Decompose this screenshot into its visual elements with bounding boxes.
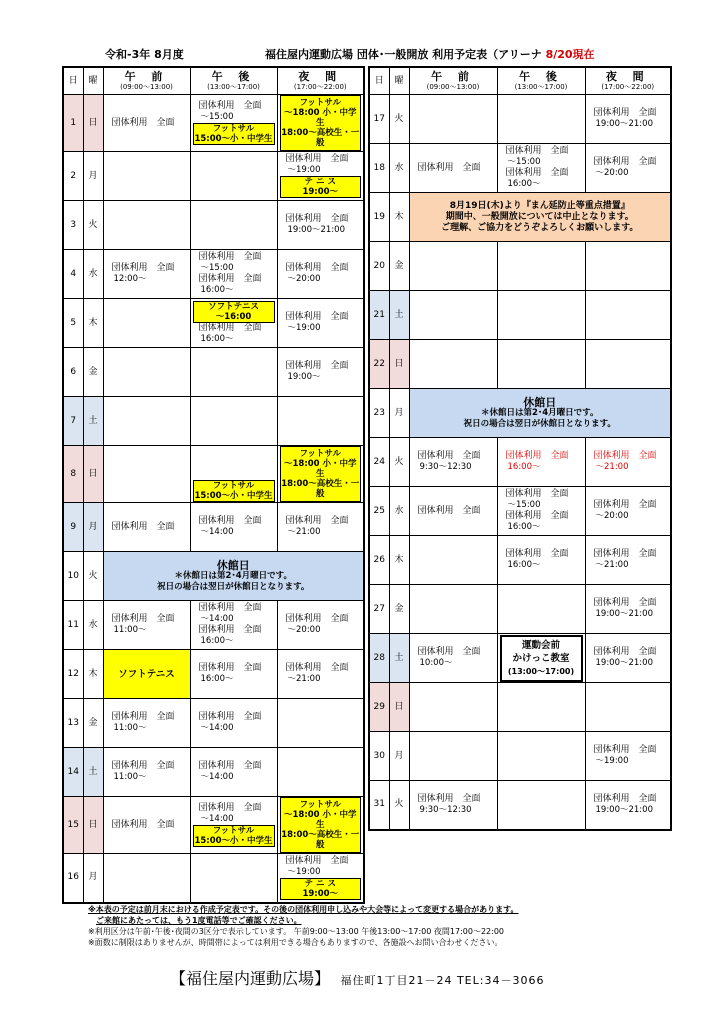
weekday: 日 xyxy=(83,797,103,854)
notice-line-3: ご理解、ご協力をどうぞよろしくお願いします。 xyxy=(441,222,639,233)
day-number: 3 xyxy=(63,201,83,250)
notice-line-2: 期間中、一般開放については中止となります。 xyxy=(445,211,634,222)
table-row xyxy=(369,634,671,683)
day-number: 19 xyxy=(369,193,389,242)
table-row xyxy=(63,601,364,650)
am-cell: 団体利用 全面 10:00～ xyxy=(409,634,497,683)
weekday: 金 xyxy=(389,585,409,634)
night-cell: 団体利用 全面 19:00～ xyxy=(277,348,364,397)
am-cell xyxy=(409,683,497,732)
event-box: 運動会前 かけっこ教室 (13:00～17:00) xyxy=(500,635,583,682)
pm-cell xyxy=(497,683,585,732)
day-number: 8 xyxy=(63,446,83,503)
table-row xyxy=(63,152,364,201)
schedule-table-left xyxy=(62,66,365,904)
pm-cell xyxy=(497,634,585,683)
closed-day-cell: 休館日 ＊休館日は第2･4月曜日です。 祝日の場合は翌日が休館日となります。 xyxy=(103,552,364,601)
futsal-box: フットサル ～18:00 小・中学生 18:00～高校生・一般 xyxy=(280,95,362,151)
table-row xyxy=(63,748,364,797)
weekday: 水 xyxy=(389,487,409,536)
pm-cell xyxy=(497,340,585,389)
weekday: 火 xyxy=(389,781,409,830)
weekday: 水 xyxy=(83,601,103,650)
am-cell: 団体利用 全面 xyxy=(103,503,190,552)
day-number: 5 xyxy=(63,299,83,348)
day-number: 24 xyxy=(369,438,389,487)
am-cell: 団体利用 全面 9:30～12:30 xyxy=(409,438,497,487)
am-cell xyxy=(103,152,190,201)
weekday: 土 xyxy=(389,291,409,340)
col-night: 夜 間 (17:00～22:00) xyxy=(277,67,364,95)
day-number: 30 xyxy=(369,732,389,781)
weekday: 金 xyxy=(83,348,103,397)
pm-cell xyxy=(497,242,585,291)
day-number: 12 xyxy=(63,650,83,699)
am-cell: 団体利用 全面 xyxy=(103,95,190,152)
header-period xyxy=(105,46,184,62)
day-number: 18 xyxy=(369,144,389,193)
schedule-table-right xyxy=(368,66,672,831)
col-night: 夜 間 (17:00～22:00) xyxy=(585,67,671,95)
night-cell: 団体利用 全面 ～19:00 テ ニ ス 19:00～ xyxy=(277,152,364,201)
am-cell xyxy=(409,536,497,585)
weekday: 木 xyxy=(389,536,409,585)
table-row xyxy=(63,854,364,903)
am-cell xyxy=(103,854,190,903)
pm-cell xyxy=(190,446,277,503)
table-row xyxy=(369,683,671,732)
pm-cell xyxy=(497,781,585,830)
night-cell: 団体利用 全面 ～21:00 xyxy=(277,650,364,699)
day-number: 9 xyxy=(63,503,83,552)
day-number: 7 xyxy=(63,397,83,446)
night-cell xyxy=(585,683,671,732)
weekday: 日 xyxy=(389,340,409,389)
table-row xyxy=(63,250,364,299)
weekday: 木 xyxy=(83,299,103,348)
futsal-box: フットサル ～18:00 小・中学生 18:00～高校生・一般 xyxy=(280,797,362,853)
table-header-row xyxy=(63,67,364,95)
table-row xyxy=(63,299,364,348)
weekday: 土 xyxy=(83,397,103,446)
col-pm: 午 後 (13:00～17:00) xyxy=(190,67,277,95)
pm-cell xyxy=(190,201,277,250)
weekday: 木 xyxy=(83,650,103,699)
night-cell xyxy=(277,699,364,748)
table-row xyxy=(63,699,364,748)
col-weekday: 曜 xyxy=(83,67,103,95)
day-number: 2 xyxy=(63,152,83,201)
weekday: 月 xyxy=(389,732,409,781)
footnote-1: ※本表の予定は前月末における作成予定表です。その後の団体利用申し込みや大会等によって変更する場合があります。 xyxy=(88,905,519,914)
weekday: 金 xyxy=(83,699,103,748)
pm-cell: ソフトテニス ～16:00 団体利用 全面 16:00～ xyxy=(190,299,277,348)
day-number: 1 xyxy=(63,95,83,152)
pm-cell: 団体利用 全面 ～14:00 xyxy=(190,503,277,552)
night-cell: 団体利用 全面 ～21:00 xyxy=(585,536,671,585)
pm-cell: 団体利用 全面 ～14:00 xyxy=(190,699,277,748)
night-cell xyxy=(585,242,671,291)
col-am: 午 前 (09:00～13:00) xyxy=(409,67,497,95)
day-number: 31 xyxy=(369,781,389,830)
table-row xyxy=(63,552,364,601)
am-cell xyxy=(409,95,497,144)
night-cell: 団体利用 全面 ～19:00 xyxy=(585,732,671,781)
weekday: 火 xyxy=(389,95,409,144)
night-cell: 団体利用 全面 19:00～21:00 xyxy=(585,781,671,830)
footnote-2: ご来館にあたっては、もう1度電話等でご確認ください。 xyxy=(96,916,302,925)
day-number: 16 xyxy=(63,854,83,903)
table-row xyxy=(369,95,671,144)
am-cell xyxy=(409,585,497,634)
day-number: 11 xyxy=(63,601,83,650)
weekday: 火 xyxy=(83,201,103,250)
day-number: 6 xyxy=(63,348,83,397)
am-cell: 団体利用 全面 11:00～ xyxy=(103,748,190,797)
pm-cell: 団体利用 全面 16:00～ xyxy=(497,536,585,585)
pm-cell: 団体利用 全面 ～15:00 団体利用 全面 16:00～ xyxy=(497,487,585,536)
soft-tennis-box: ソフトテニス ～16:00 xyxy=(193,301,275,323)
table-row xyxy=(369,438,671,487)
pm-cell xyxy=(497,95,585,144)
footnote-3: ※利用区分は午前･午後･夜間の3区分で表示しています。 午前9:00～13:00 午後13:00～17:00 夜間17:00～22:00 xyxy=(88,927,505,936)
table-row xyxy=(63,503,364,552)
weekday: 金 xyxy=(389,242,409,291)
table-header-row xyxy=(369,67,671,95)
day-number: 4 xyxy=(63,250,83,299)
weekday: 日 xyxy=(83,446,103,503)
footer xyxy=(170,966,544,989)
pm-cell xyxy=(190,348,277,397)
day-number: 25 xyxy=(369,487,389,536)
pm-cell xyxy=(497,732,585,781)
weekday: 日 xyxy=(389,683,409,732)
night-cell: 団体利用 全面 ～21:00 xyxy=(277,503,364,552)
night-cell: 団体利用 全面 19:00～21:00 xyxy=(585,634,671,683)
am-cell xyxy=(409,291,497,340)
table-row xyxy=(369,144,671,193)
day-number: 20 xyxy=(369,242,389,291)
soft-tennis-label: ソフトテニス xyxy=(118,668,175,680)
futsal-box: フットサル 15:00～小・中学生 xyxy=(194,826,273,846)
tennis-box: テ ニ ス 19:00～ xyxy=(280,176,362,198)
night-cell: 団体利用 全面 19:00～21:00 xyxy=(585,95,671,144)
header-title: 福住屋内運動広場 団体･一般開放 利用予定表（アリーナ xyxy=(265,48,542,61)
col-day: 日 xyxy=(369,67,389,95)
table-row xyxy=(369,781,671,830)
col-am: 午 前 (09:00～13:00) xyxy=(103,67,190,95)
day-number: 22 xyxy=(369,340,389,389)
table-row xyxy=(63,650,364,699)
pm-cell: 団体利用 全面 ～14:00 団体利用 全面 16:00～ xyxy=(190,601,277,650)
am-cell xyxy=(409,732,497,781)
futsal-box: フットサル ～18:00 小・中学生 18:00～高校生・一般 xyxy=(280,446,362,502)
night-cell xyxy=(585,340,671,389)
table-row xyxy=(63,446,364,503)
tennis-box: テ ニ ス 19:00～ xyxy=(280,878,362,900)
pm-cell xyxy=(497,585,585,634)
night-cell: 団体利用 全面 ～20:00 xyxy=(277,601,364,650)
day-number: 10 xyxy=(63,552,83,601)
header-era: 令和-3年 xyxy=(105,48,151,61)
pm-cell xyxy=(190,397,277,446)
table-row xyxy=(63,397,364,446)
header-title-line xyxy=(265,46,595,62)
am-cell xyxy=(103,650,190,699)
weekday: 月 xyxy=(83,854,103,903)
pm-cell xyxy=(190,152,277,201)
day-number: 13 xyxy=(63,699,83,748)
weekday: 水 xyxy=(389,144,409,193)
night-cell: 団体利用 全面 19:00～21:00 xyxy=(585,585,671,634)
weekday: 水 xyxy=(83,250,103,299)
weekday: 月 xyxy=(389,389,409,438)
pm-cell: 団体利用 全面 ～15:00 団体利用 全面 16:00～ xyxy=(497,144,585,193)
weekday: 火 xyxy=(389,438,409,487)
day-number: 21 xyxy=(369,291,389,340)
night-cell: 団体利用 全面 ～20:00 xyxy=(585,487,671,536)
day-number: 14 xyxy=(63,748,83,797)
closed-day-cell: 休館日 ＊休館日は第2･4月曜日です。 祝日の場合は翌日が休館日となります。 xyxy=(409,389,671,438)
header-month: 8月度 xyxy=(154,48,184,61)
am-cell xyxy=(103,201,190,250)
pm-cell: 団体利用 全面 16:00～ xyxy=(497,438,585,487)
weekday: 火 xyxy=(83,552,103,601)
day-number: 28 xyxy=(369,634,389,683)
footer-facility: 【福住屋内運動広場】 xyxy=(170,969,331,988)
futsal-box: フットサル 15:00～小・中学生 xyxy=(194,124,273,144)
col-weekday: 曜 xyxy=(389,67,409,95)
am-cell xyxy=(103,397,190,446)
night-cell xyxy=(277,748,364,797)
weekday: 日 xyxy=(83,95,103,152)
footnote-4: ※面数に制限はありませんが、時間帯によっては利用できる場合もありますので、各施設へお問い合わせください。 xyxy=(88,938,503,947)
night-cell: 団体利用 全面 ～20:00 xyxy=(585,144,671,193)
table-row xyxy=(369,193,671,242)
table-row xyxy=(63,201,364,250)
weekday: 土 xyxy=(389,634,409,683)
table-row xyxy=(369,585,671,634)
am-cell: 団体利用 全面 12:00～ xyxy=(103,250,190,299)
table-row xyxy=(369,732,671,781)
pm-cell xyxy=(497,291,585,340)
am-cell: 団体利用 全面 11:00～ xyxy=(103,601,190,650)
footnotes xyxy=(88,904,519,948)
pm-cell: 団体利用 全面 ～14:00 フットサル 15:00～小・中学生 xyxy=(190,797,277,854)
table-row xyxy=(63,797,364,854)
night-cell: 団体利用 全面 ～21:00 xyxy=(585,438,671,487)
pm-cell: 団体利用 全面 ～15:00 団体利用 全面 16:00～ xyxy=(190,250,277,299)
col-day: 日 xyxy=(63,67,83,95)
day-number: 29 xyxy=(369,683,389,732)
table-row xyxy=(369,291,671,340)
weekday: 月 xyxy=(83,152,103,201)
am-cell xyxy=(103,299,190,348)
am-cell: 団体利用 全面 9:30～12:30 xyxy=(409,781,497,830)
am-cell: 団体利用 全面 xyxy=(103,797,190,854)
am-cell xyxy=(103,348,190,397)
night-cell: 団体利用 全面 ～20:00 xyxy=(277,250,364,299)
table-row xyxy=(63,95,364,152)
futsal-box: フットサル 15:00～小・中学生 xyxy=(194,481,273,501)
night-cell xyxy=(585,291,671,340)
day-number: 17 xyxy=(369,95,389,144)
weekday: 月 xyxy=(83,503,103,552)
notice-cell xyxy=(409,193,671,242)
day-number: 27 xyxy=(369,585,389,634)
col-pm: 午 後 (13:00～17:00) xyxy=(497,67,585,95)
am-cell xyxy=(103,446,190,503)
header-as-of: 8/20現在 xyxy=(545,48,595,61)
weekday: 土 xyxy=(83,748,103,797)
day-number: 15 xyxy=(63,797,83,854)
night-cell: 団体利用 全面 ～19:00 テ ニ ス 19:00～ xyxy=(277,854,364,903)
am-cell xyxy=(409,340,497,389)
pm-cell xyxy=(190,854,277,903)
notice-line-1: 8月19日(木)より『まん延防止等重点措置』 xyxy=(449,200,630,211)
pm-cell: 団体利用 全面 16:00～ xyxy=(190,650,277,699)
day-number: 23 xyxy=(369,389,389,438)
day-number: 26 xyxy=(369,536,389,585)
footer-address: 福住町1丁目21－24 TEL:34－3066 xyxy=(340,974,545,987)
am-cell: 団体利用 全面 11:00～ xyxy=(103,699,190,748)
weekday: 木 xyxy=(389,193,409,242)
night-cell xyxy=(277,95,364,152)
am-cell: 団体利用 全面 xyxy=(409,144,497,193)
night-cell xyxy=(277,797,364,854)
table-row xyxy=(369,536,671,585)
table-row xyxy=(369,340,671,389)
table-row xyxy=(369,242,671,291)
am-cell xyxy=(409,242,497,291)
pm-cell: 団体利用 全面 ～15:00 フットサル 15:00～小・中学生 xyxy=(190,95,277,152)
night-cell xyxy=(277,397,364,446)
night-cell: 団体利用 全面 ～19:00 xyxy=(277,299,364,348)
night-cell: 団体利用 全面 19:00～21:00 xyxy=(277,201,364,250)
table-row xyxy=(369,389,671,438)
am-cell: 団体利用 全面 xyxy=(409,487,497,536)
pm-cell: 団体利用 全面 ～14:00 xyxy=(190,748,277,797)
table-row xyxy=(369,487,671,536)
table-row xyxy=(63,348,364,397)
night-cell xyxy=(277,446,364,503)
